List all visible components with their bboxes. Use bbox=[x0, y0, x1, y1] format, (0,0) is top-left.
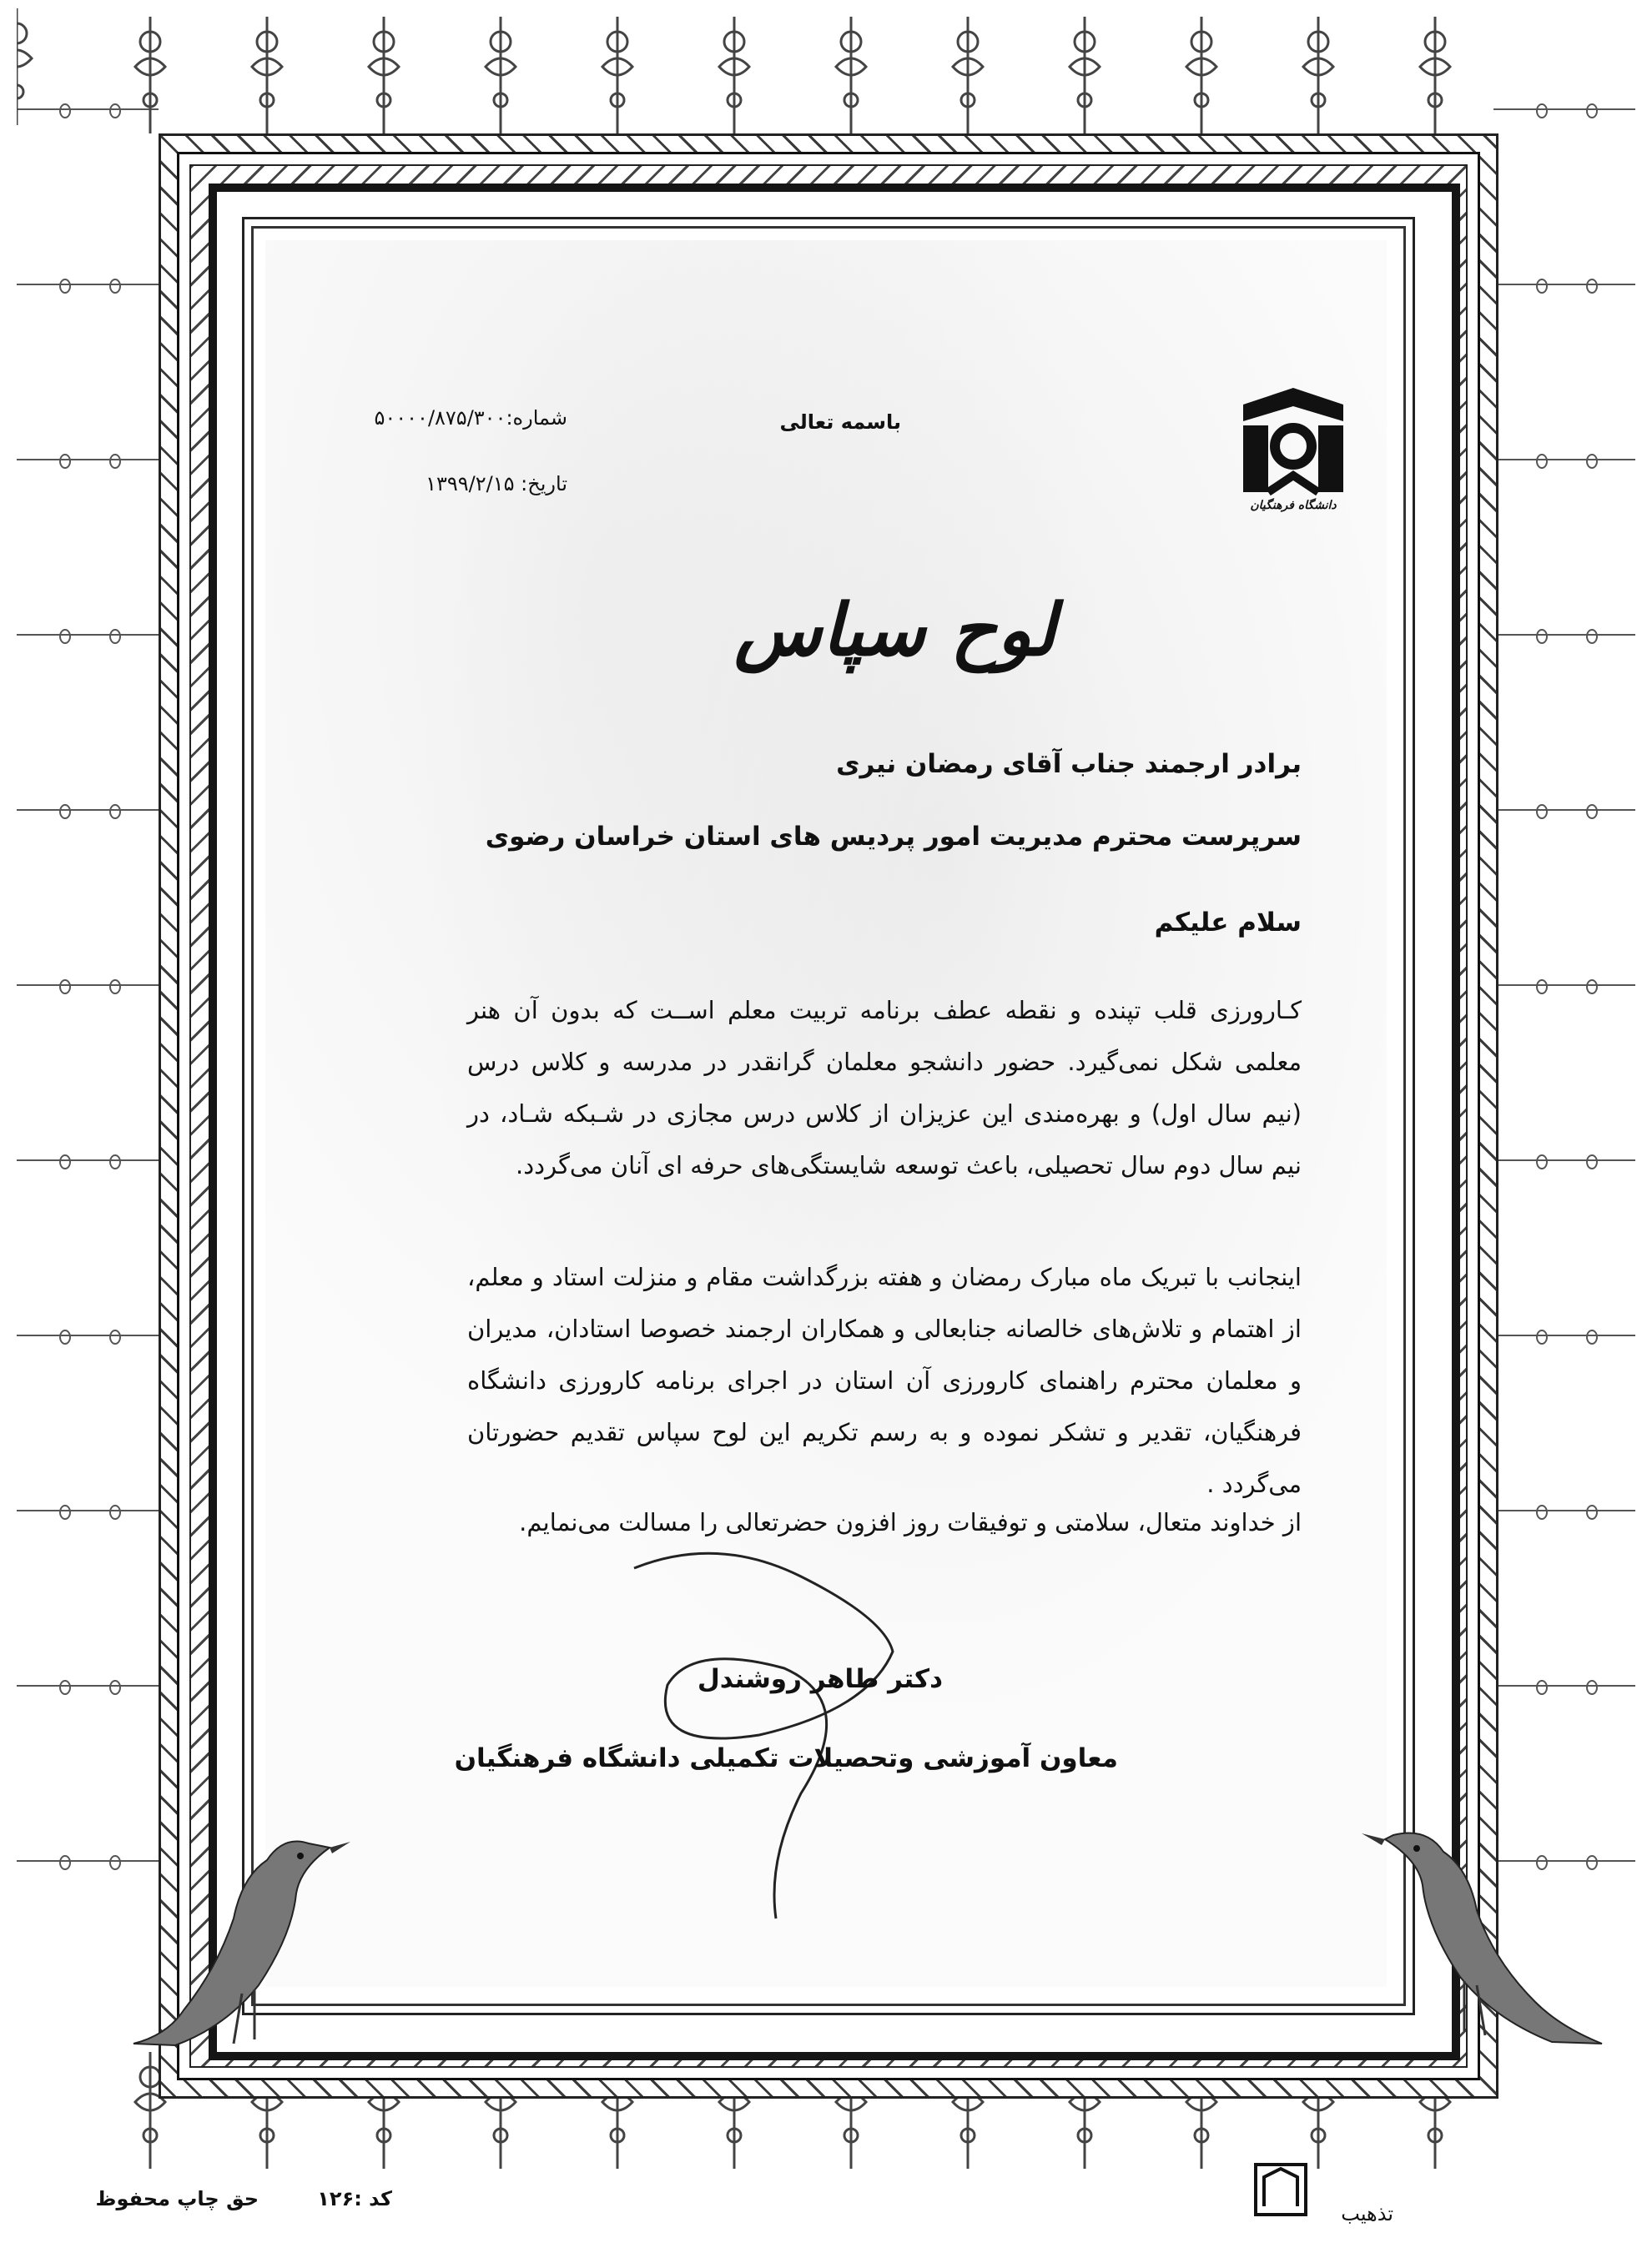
body-paragraph-3: از خداوند متعال، سلامتی و توفیقات روز افزون حضرتعالی را مسالت می‌نمایم. bbox=[519, 1508, 1302, 1536]
certificate-title: لوح سپاس bbox=[734, 588, 1056, 672]
bird-right-icon bbox=[1352, 1818, 1619, 2077]
date-value: ۱۳۹۹/۲/۱۵ bbox=[426, 472, 515, 495]
signatory-name: دکتر طاهر روشندل bbox=[697, 1664, 943, 1694]
copyright-text: حق چاپ محفوظ bbox=[95, 2187, 259, 2210]
date-label: تاریخ: bbox=[521, 472, 567, 495]
bismillah: باسمه تعالی bbox=[779, 410, 901, 434]
signatory-position: معاون آموزشی وتحصیلات تکمیلی دانشگاه فرهنگیان bbox=[454, 1743, 1118, 1773]
code-label: کد : bbox=[354, 2187, 392, 2210]
greeting: سلام علیکم bbox=[1154, 908, 1302, 938]
code-value: ۱۲۶ bbox=[317, 2187, 355, 2210]
letter-number bbox=[342, 406, 567, 430]
print-code bbox=[292, 2187, 392, 2210]
bird-left-icon bbox=[117, 1827, 367, 2077]
handwritten-signature bbox=[617, 1543, 951, 1927]
publisher-logo-icon bbox=[1252, 2160, 1331, 2219]
publisher-name: تذهیب bbox=[1341, 2202, 1393, 2225]
logo-caption: دانشگاه فرهنگیان bbox=[1250, 499, 1337, 512]
letter-date bbox=[392, 472, 567, 495]
number-label: شماره: bbox=[506, 406, 567, 430]
recipient-line1: برادر ارجمند جناب آقای رمضان نیری bbox=[836, 749, 1302, 779]
body-paragraph-1: کـارورزی قلب تپنده و نقطه عطف برنامه تربیت معلم اســت که بدون آن هنر معلمی شکل نمی‌گیرد. حضور دانشجو معلمان گرانقدر در مدرسه و کلاس درس (نیم سال اول) و بهره‌مندی این عزیزان از کلاس درس مجازی در شـبکه شـاد، در نیم سال دوم سال تحصیلی، باعث توسعه شایستگی‌های حرفه ای آنان می‌گردد. bbox=[467, 996, 1302, 1179]
body-paragraph-2: اینجانب با تبریک ماه مبارک رمضان و هفته بزرگداشت مقام و منزلت استاد و معلم، از اهتمام و تلاش‌های خالصانه جنابعالی و همکاران ارجمند خصوصا استادان، مدیران و معلمان محترم راهنمای کارورزی آن استان در اجرای برنامه کارورزی دانشگاه فرهنگیان، تقدیر و تشکر نموده و به رسم تکریم این لوح سپاس تقدیم حضورتان می‌گردد . bbox=[467, 1263, 1302, 1498]
number-value: ۵۰۰۰۰/۸۷۵/۳۰۰ bbox=[374, 406, 506, 430]
recipient-line2: سرپرست محترم مدیریت امور پردیس های استان خراسان رضوی bbox=[485, 822, 1302, 852]
